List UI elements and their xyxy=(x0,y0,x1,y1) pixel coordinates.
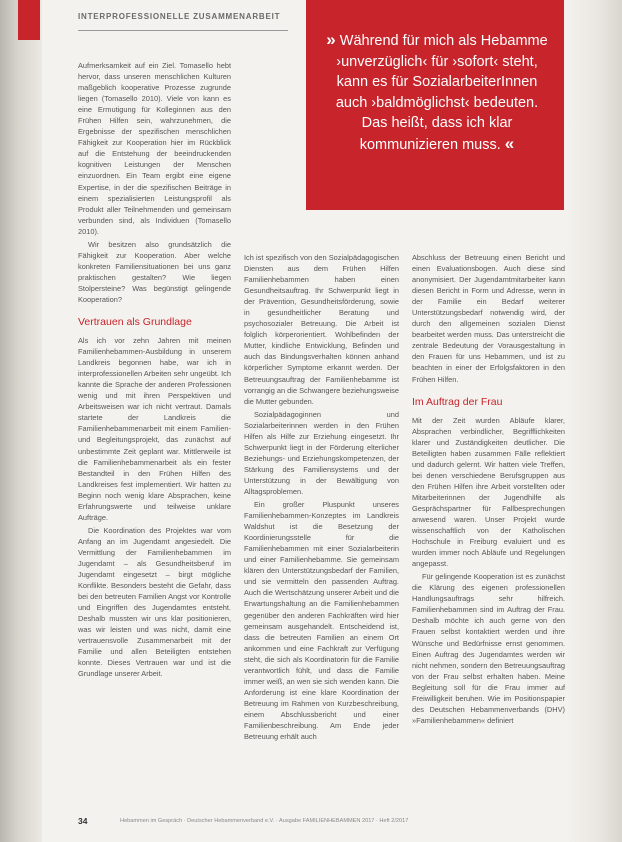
paragraph: Die Koordination des Projektes war vom Anfang an im Jugendamt angesiedelt. Die Vermittlung der Familienhebammen im Jugendamt – als Gesundheitsberuf im Jugendamt eingesetzt – birgt mögliche Konflikte. Besonders besteht die Gefahr, dass bei den betreuten Familien Angst vor Kontrolle und Eingriffen des Jugendamtes entsteht. Deshalb mussten wir uns klar positionieren, was wir leisten und was nicht, damit eine vertrauensvolle Zusammenarbeit mit der Familie und allen Beteiligten entstehen konnte. Dieses Vertrauen war und ist die Grundlage unserer Arbeit. xyxy=(78,525,231,679)
paragraph: Abschluss der Betreuung einen Bericht und einen Evaluationsbogen. Auch diese sind anonymisiert. Der Jugendamtmitarbeiter kann diesen Bericht in Form und Adresse, wenn in der Familie ein Bedarf weiterer Unterstützungsbedarf notwendig wird, der durch den allgemeinen sozialen Dienst bearbeitet werden muss. Das unterstreicht die zentrale Bedeutung der Vorausgestaltung in den Frauen für uns Hebammen, und ist zu beachten in einer der Erfolgsfaktoren in den Frühen Hilfen. xyxy=(412,253,565,384)
paragraph: Wir besitzen also grundsätzlich die Fähigkeit zur Kooperation. Aber welche konkreten Familiensituationen bei uns ganz praktischen gestalten? Wie liegen Stolpersteine? Was begünstigt gelingende Kooperation? xyxy=(78,239,231,304)
page-edge-shadow xyxy=(566,0,622,842)
running-head: INTERPROFESSIONELLE ZUSAMMENARBEIT xyxy=(78,12,281,21)
article-column-2 xyxy=(244,252,399,802)
section-marker xyxy=(18,0,40,40)
page-number: 34 xyxy=(78,816,88,826)
header-rule xyxy=(78,30,288,31)
paragraph: Aufmerksamkeit auf ein Ziel. Tomasello hebt hervor, dass unseren menschlichen Kulturen maßgeblich kooperative Prozesse zugrunde liegen (Tomasello 2010). Viele von kann es eine Ermutigung für Kolleginnen aus den Frühen Hilfen sein, wahrzunehmen, die Ergebnisse der spezifischen menschlichen Fähigkeit zur Kooperation hier im Rückblick auf die Entstehung der beeindruckenden kognitiven Leistungen der Menschen einzuordnen. Ein Team ergibt eine eigene Expertise, in der die spezifischen Beiträge in einem spezialisierten Leistungsprofil als Produkt aller Teilnehmenden und gemeinsam verbunden sind, als Individuen (Tomasello 2010). xyxy=(78,61,231,236)
paragraph: Für gelingende Kooperation ist es zunächst die Klärung des eigenen professionellen Handlungsauftrags sehr hilfreich. Familienhebammen sind im Auftrag der Frau. Deshalb möchte ich auch gerne von den Frauen selbst kontaktiert werden und ihre Wünsche und Bedürfnisse ernst genommen. Einen Auftrag des Jugendamtes werden wir nicht nehmen, sondern den Betreuungsauftrag von der Frau selbst erhalten haben. Meine Begleitung soll für die Frau immer auf Freiwilligkeit beruhen. Wie im Positionspapier des Deutschen Hebammenverbands (DHV) »Familienhebammen« definiert xyxy=(412,572,565,725)
article-column-1 xyxy=(78,60,231,800)
footer-citation: Hebammen im Gespräch · Deutscher Hebammenverband e.V. · Ausgabe FAMILIENHEBAMMEN 2017 · Heft 2/2017 xyxy=(120,818,409,824)
paragraph: Ich ist spezifisch von den Sozialpädagogischen Diensten aus dem Frühen Hilfen Familienhebammen haben einen Gesundheitsauftrag. Ihr Schwerpunkt liegt in der Prävention, Gesundheitsförderung, sowie in gesundheitlicher Beratung und psychosozialer Betreuung. Die Arbeit ist folglich körperorientiert. Wohlbefinden der Mutter, kindliche Entwicklung, Befinden und auch das Bindungsverhalten können anhand körperlicher Symptome erkannt werden. Der Betreuungsauftrag der Familienhebamme ist vorrangig an die Schwangere beziehungsweise die Mutter gebunden. xyxy=(244,253,399,406)
paragraph: Ein großer Pluspunkt unseres Familienhebammen-Konzeptes im Landkreis Waldshut ist die Besetzung der Koordinierungsstelle für die Familienhebammen mit einer Sozialarbeiterin und einer Familienhebamme. Sie gemeinsam klären den Unterstützungsbedarf der Familien, und sie vermitteln den passenden Auftrag. Auch die Wertschätzung unserer Arbeit und die Erwartungshaltung an die Familienhebammen gegenüber den anderen Fachkräften wird hier gemeinsam ausgehandelt. Entscheidend ist, dass die betreuten Familien an einem Ort ankommen und eine Fachkraft zur Verfügung steht, die sich als Koordinatorin für die Familie verantwortlich fühlt, und dass die Familie immer weiß, an wen sie sich wenden kann. Die Anforderung ist eine klare Koordination der Betreuung im Rahmen von Kurzbeschreibung, einem Abschlussbericht und einer Familienbeschreibung. Am Ende jeder Betreuung erhält auch xyxy=(244,500,399,742)
paragraph: Sozialpädagoginnen und Sozialarbeiterinnen werden in den Frühen Hilfen als Hilfe zur Erziehung eingesetzt. Ihr Schwerpunkt liegt in der Förderung elterlicher Beziehungs- und Erziehungskompetenzen, der Stärkung des Familiensystems und der Unterstützung in der Bewältigung von Alltagsproblemen. xyxy=(244,409,399,496)
quote-open-mark: » xyxy=(326,30,336,49)
page-spine xyxy=(0,0,42,842)
paragraph: Mit der Zeit wurden Abläufe klarer, Absprachen verbindlicher, Begrifflichkeiten klarer und Zuständigkeiten deutlicher. Die Beteiligten haben zusammen Fälle reflektiert und dadurch gelernt. Wir hatten viele Treffen, bei denen verschiedene Berufsgruppen aus den Frühen Hilfen ihre Arbeit vorstellten oder Mitarbeiterinnen der Jugendhilfe als Gesprächspartner für Fallbesprechungen anwesend waren. Unser Projekt wurde wissenschaftlich von der Katholischen Hochschule in Freiburg evaluiert und es wurden immer noch Abläufe und Regelungen angepasst. xyxy=(412,415,565,569)
pull-quote-text: Während für mich als Hebamme ›unverzüglich‹ für ›sofort‹ steht, kann es für SozialarbeiterInnen auch ›baldmöglichst‹ bedeuten. Das heißt, dass ich klar kommunizieren muss. xyxy=(335,33,548,153)
pull-quote xyxy=(326,30,548,155)
quote-close-mark: « xyxy=(504,133,515,153)
article-column-3 xyxy=(412,252,565,802)
subheading-trust: Vertrauen als Grundlage xyxy=(78,316,192,329)
pull-quote-box xyxy=(306,0,564,210)
subheading-mandate: Im Auftrag der Frau xyxy=(412,395,503,408)
paragraph: Als ich vor zehn Jahren mit meinen Familienhebammen-Ausbildung in unserem Landkreis begonnen habe, war ich in interprofessionellen Arbeiten sehr ungeübt. Ich kannte die Sprache der anderen Professionen wenig und mit ihren Perspektiven und Arbeitsweisen war ich nicht vertraut. Damals startete der Landkreis die Familienhebammenarbeit mit einem Familien- und Begleitungsprojekt, das zunächst auf unbestimmte Zeit geplant war. Mittlerweile ist die Familienhebammenarbeit als ein fester Bestandteil in den Frühen Hilfen des Landkreises fest implementiert. Wir hatten zu Beginn noch wenig klare Absprachen, keine Erfahrungswerte und teilweise unklare Aufträge. xyxy=(78,336,231,522)
